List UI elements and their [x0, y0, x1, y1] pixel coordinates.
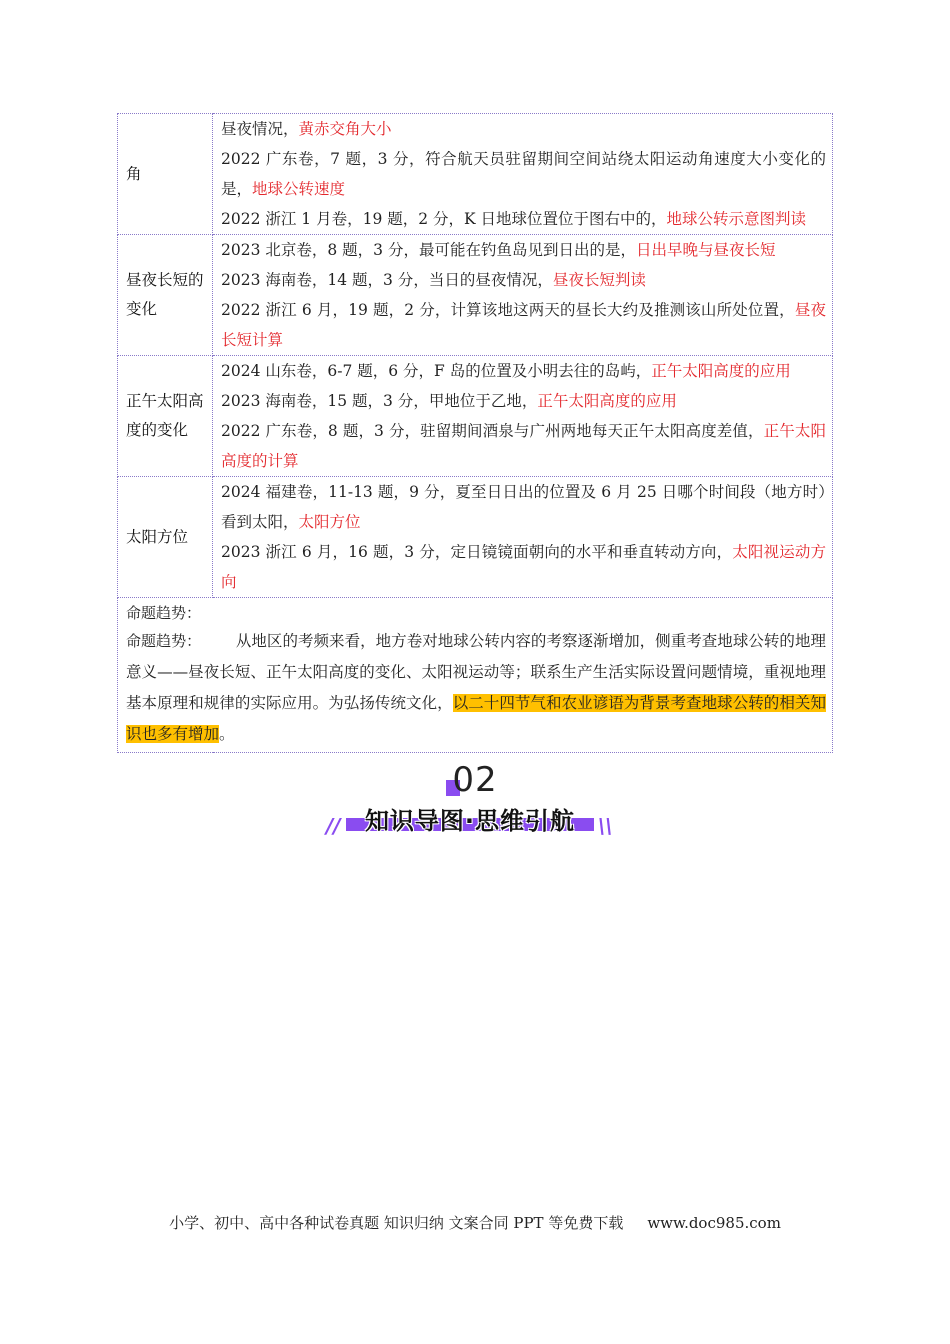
topic-cell: 角	[118, 114, 213, 235]
trend-row	[118, 598, 833, 753]
exam-question: 2022 浙江 1 月卷，19 题，2 分，K 日地球位置位于图右中的，	[221, 210, 667, 228]
exam-question: 2022 浙江 6 月，19 题，2 分，计算该地这两天的昼长大约及推测该山所处位置，	[221, 301, 795, 319]
section-title: 知识导图·思维引航	[364, 807, 576, 835]
table-row	[118, 114, 833, 235]
topic-cell: 昼夜长短的变化	[118, 235, 213, 356]
slash-decoration-right-icon: \\	[598, 814, 613, 838]
footer-text: 小学、初中、高中各种试卷真题 知识归纳 文案合同 PPT 等免费下载	[169, 1214, 624, 1232]
exam-analysis-table	[117, 113, 833, 753]
trend-cell	[118, 598, 833, 753]
exam-question: 昼夜情况，	[221, 120, 299, 138]
footer-site-link[interactable]: www.doc985.com	[647, 1214, 781, 1232]
exam-question: 2023 海南卷，14 题，3 分，当日的昼夜情况，	[221, 271, 553, 289]
section-number: 02	[452, 760, 498, 800]
content-cell	[213, 477, 833, 598]
exam-answer: 正午太阳高度的计算	[221, 422, 826, 470]
exam-table-container	[117, 113, 833, 753]
exam-question: 2022 广东卷，7 题，3 分，符合航天员驻留期间空间站绕太阳运动角速度大小变化的是，	[221, 150, 826, 198]
slash-decoration-left-icon: //	[326, 814, 341, 838]
exam-answer: 正午太阳高度的应用	[651, 362, 791, 380]
exam-answer: 黄赤交角大小	[298, 120, 392, 138]
topic-cell: 太阳方位	[118, 477, 213, 598]
exam-answer: 地球公转示意图判读	[666, 210, 807, 228]
trend-end: 。	[219, 725, 235, 743]
exam-question: 2023 浙江 6 月，16 题，3 分，定日镜镜面朝向的水平和垂直转动方向，	[221, 543, 733, 561]
exam-answer: 太阳视运动方向	[221, 543, 826, 591]
trend-highlight: 以二十四节气和农业谚语为背景考查地球公转的相关知识也多有增加	[126, 694, 826, 743]
trend-lead: 命题趋势：	[126, 632, 202, 650]
exam-line	[221, 204, 826, 234]
exam-line	[221, 416, 826, 476]
exam-answer: 太阳方位	[298, 513, 361, 531]
exam-question: 2024 山东卷，6-7 题，6 分，F 岛的位置及小明去往的岛屿，	[221, 362, 652, 380]
content-cell	[213, 356, 833, 477]
topic-cell: 正午太阳高度的变化	[118, 356, 213, 477]
table-row	[118, 356, 833, 477]
trend-paragraph	[126, 626, 826, 750]
exam-answer: 地球公转速度	[252, 180, 346, 198]
exam-line	[221, 295, 826, 355]
table-row	[118, 477, 833, 598]
exam-line	[221, 114, 826, 144]
exam-line	[221, 477, 826, 537]
exam-line	[221, 386, 826, 416]
exam-line	[221, 356, 826, 386]
exam-answer: 正午太阳高度的应用	[537, 392, 677, 410]
exam-question: 2023 海南卷，15 题，3 分，甲地位于乙地，	[221, 392, 538, 410]
exam-answer: 昼夜长短判读	[552, 271, 646, 289]
exam-line	[221, 537, 826, 597]
exam-line	[221, 144, 826, 204]
exam-line	[221, 265, 826, 295]
trend-body: 从地区的考频来看，地方卷对地球公转内容的考察逐渐增加，侧重考查地球公转的地理意义——昼夜长短、正午太阳高度的变化、太阳视运动等；联系生产生活实际设置问题情境，重视地理基本原理和规律的实际应用。为弘扬传统文化，	[126, 632, 826, 712]
exam-question: 2022 广东卷，8 题，3 分，驻留期间酒泉与广州两地每天正午太阳高度差值，	[221, 422, 764, 440]
content-cell	[213, 235, 833, 356]
exam-question: 2024 福建卷，11-13 题，9 分，夏至日日出的位置及 6 月 25 日哪个时间段（地方时）看到太阳，	[221, 483, 826, 531]
page-footer	[0, 1212, 950, 1233]
trend-label: 命题趋势：	[126, 604, 202, 622]
content-cell	[213, 114, 833, 235]
exam-answer: 昼夜长短计算	[221, 301, 826, 349]
exam-answer: 日出早晚与昼夜长短	[635, 241, 776, 259]
exam-question: 2023 北京卷，8 题，3 分，最可能在钓鱼岛见到日出的是，	[221, 241, 636, 259]
table-row	[118, 235, 833, 356]
exam-line	[221, 235, 826, 265]
